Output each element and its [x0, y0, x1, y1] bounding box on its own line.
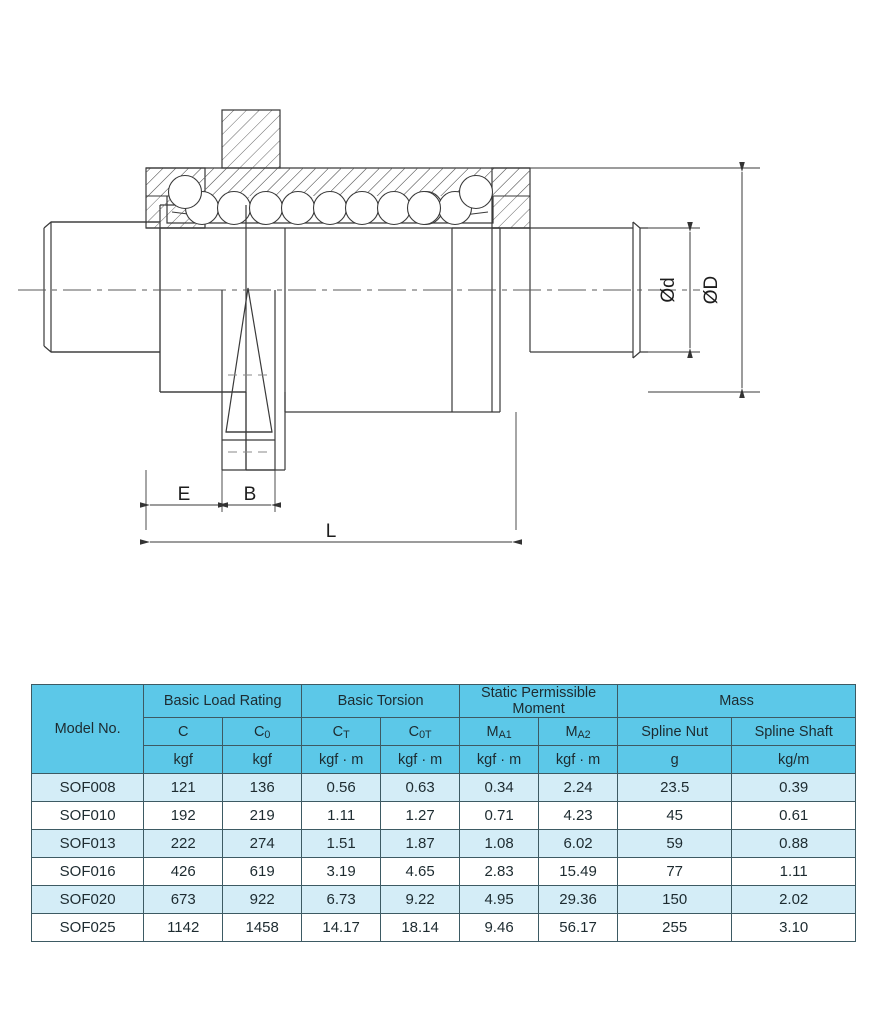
- spec-table: [31, 684, 856, 942]
- cell-model: SOF020: [32, 886, 144, 914]
- header-unit-6: g: [618, 746, 732, 774]
- table-row: [32, 914, 856, 942]
- cell-value-2: 0.56: [302, 774, 381, 802]
- cell-value-0: 192: [144, 802, 223, 830]
- table-row: [32, 774, 856, 802]
- cell-value-1: 136: [223, 774, 302, 802]
- header-symbol-3: $C_{0T}$: [381, 718, 460, 746]
- cell-value-2: 14.17: [302, 914, 381, 942]
- cell-value-1: 274: [223, 830, 302, 858]
- cell-value-0: 673: [144, 886, 223, 914]
- cell-value-5: 6.02: [539, 830, 618, 858]
- cell-model: SOF025: [32, 914, 144, 942]
- table-row: [32, 858, 856, 886]
- cell-value-3: 18.14: [381, 914, 460, 942]
- header-unit-0: kgf: [144, 746, 223, 774]
- cell-value-3: 4.65: [381, 858, 460, 886]
- cell-model: SOF010: [32, 802, 144, 830]
- header-row-groups: [32, 685, 856, 718]
- header-unit-7: kg/m: [732, 746, 856, 774]
- header-group-2: Static Permissible Moment: [460, 685, 618, 718]
- cell-value-7: 0.39: [732, 774, 856, 802]
- header-row-units: [32, 746, 856, 774]
- cell-value-5: 4.23: [539, 802, 618, 830]
- cell-value-2: 1.11: [302, 802, 381, 830]
- cell-value-6: 59: [618, 830, 732, 858]
- cell-model: SOF016: [32, 858, 144, 886]
- header-row-symbols: [32, 718, 856, 746]
- cell-value-4: 0.34: [460, 774, 539, 802]
- header-symbol-6: Spline Nut: [618, 718, 732, 746]
- header-unit-3: kgf · m: [381, 746, 460, 774]
- cell-value-1: 619: [223, 858, 302, 886]
- cell-value-0: 121: [144, 774, 223, 802]
- cell-value-5: 56.17: [539, 914, 618, 942]
- cell-value-7: 0.61: [732, 802, 856, 830]
- cell-value-7: 2.02: [732, 886, 856, 914]
- cell-value-0: 426: [144, 858, 223, 886]
- header-symbol-5: $M_{A2}$: [539, 718, 618, 746]
- cell-value-4: 0.71: [460, 802, 539, 830]
- cell-value-4: 2.83: [460, 858, 539, 886]
- keyway-taper-detail: [222, 288, 275, 470]
- cell-value-7: 3.10: [732, 914, 856, 942]
- shaft-left-end: [44, 222, 160, 352]
- cell-value-2: 3.19: [302, 858, 381, 886]
- cell-value-0: 1142: [144, 914, 223, 942]
- cell-value-5: 15.49: [539, 858, 618, 886]
- dimension-label-outer-diameter: ØD: [701, 275, 722, 305]
- header-group-1: Basic Torsion: [302, 685, 460, 718]
- cell-value-2: 1.51: [302, 830, 381, 858]
- cell-value-7: 1.11: [732, 858, 856, 886]
- cell-value-3: 9.22: [381, 886, 460, 914]
- cell-value-4: 9.46: [460, 914, 539, 942]
- cell-value-6: 77: [618, 858, 732, 886]
- cell-value-3: 0.63: [381, 774, 460, 802]
- cell-value-3: 1.27: [381, 802, 460, 830]
- dimension-label-inner-diameter: Ød: [658, 277, 679, 303]
- header-symbol-2: $C_T$: [302, 718, 381, 746]
- dimension-outer-diameter: [530, 168, 760, 392]
- cell-value-3: 1.87: [381, 830, 460, 858]
- cell-value-6: 255: [618, 914, 732, 942]
- cell-value-4: 4.95: [460, 886, 539, 914]
- table-row: [32, 802, 856, 830]
- header-unit-2: kgf · m: [302, 746, 381, 774]
- cell-value-6: 45: [618, 802, 732, 830]
- ball-row-load: [186, 192, 472, 225]
- header-group-3: Mass: [618, 685, 856, 718]
- shaft-main: [160, 205, 530, 470]
- table-head: [32, 685, 856, 774]
- cell-value-6: 150: [618, 886, 732, 914]
- cell-value-7: 0.88: [732, 830, 856, 858]
- cell-value-2: 6.73: [302, 886, 381, 914]
- table-row: [32, 830, 856, 858]
- header-unit-4: kgf · m: [460, 746, 539, 774]
- header-symbol-0: C: [144, 718, 223, 746]
- cell-value-0: 222: [144, 830, 223, 858]
- cell-value-6: 23.5: [618, 774, 732, 802]
- cell-value-1: 1458: [223, 914, 302, 942]
- cell-model: SOF008: [32, 774, 144, 802]
- header-symbol-4: $M_{A1}$: [460, 718, 539, 746]
- cell-model: SOF013: [32, 830, 144, 858]
- cell-value-5: 29.36: [539, 886, 618, 914]
- header-symbol-1: $C_0$: [223, 718, 302, 746]
- table-body: [32, 774, 856, 942]
- header-unit-5: kgf · m: [539, 746, 618, 774]
- table-row: [32, 886, 856, 914]
- cell-value-5: 2.24: [539, 774, 618, 802]
- header-unit-1: kgf: [223, 746, 302, 774]
- header-symbol-7: Spline Shaft: [732, 718, 856, 746]
- dimension-label-l: L: [325, 521, 337, 542]
- cell-value-4: 1.08: [460, 830, 539, 858]
- dimension-label-b: B: [243, 484, 257, 505]
- nut-top-boss: [222, 110, 280, 168]
- specification-table: [31, 684, 856, 942]
- header-group-0: Basic Load Rating: [144, 685, 302, 718]
- cell-value-1: 219: [223, 802, 302, 830]
- shaft-left-body: [160, 205, 246, 392]
- cell-value-1: 922: [223, 886, 302, 914]
- header-model-no: Model No.: [32, 685, 144, 774]
- dimension-label-e: E: [177, 484, 191, 505]
